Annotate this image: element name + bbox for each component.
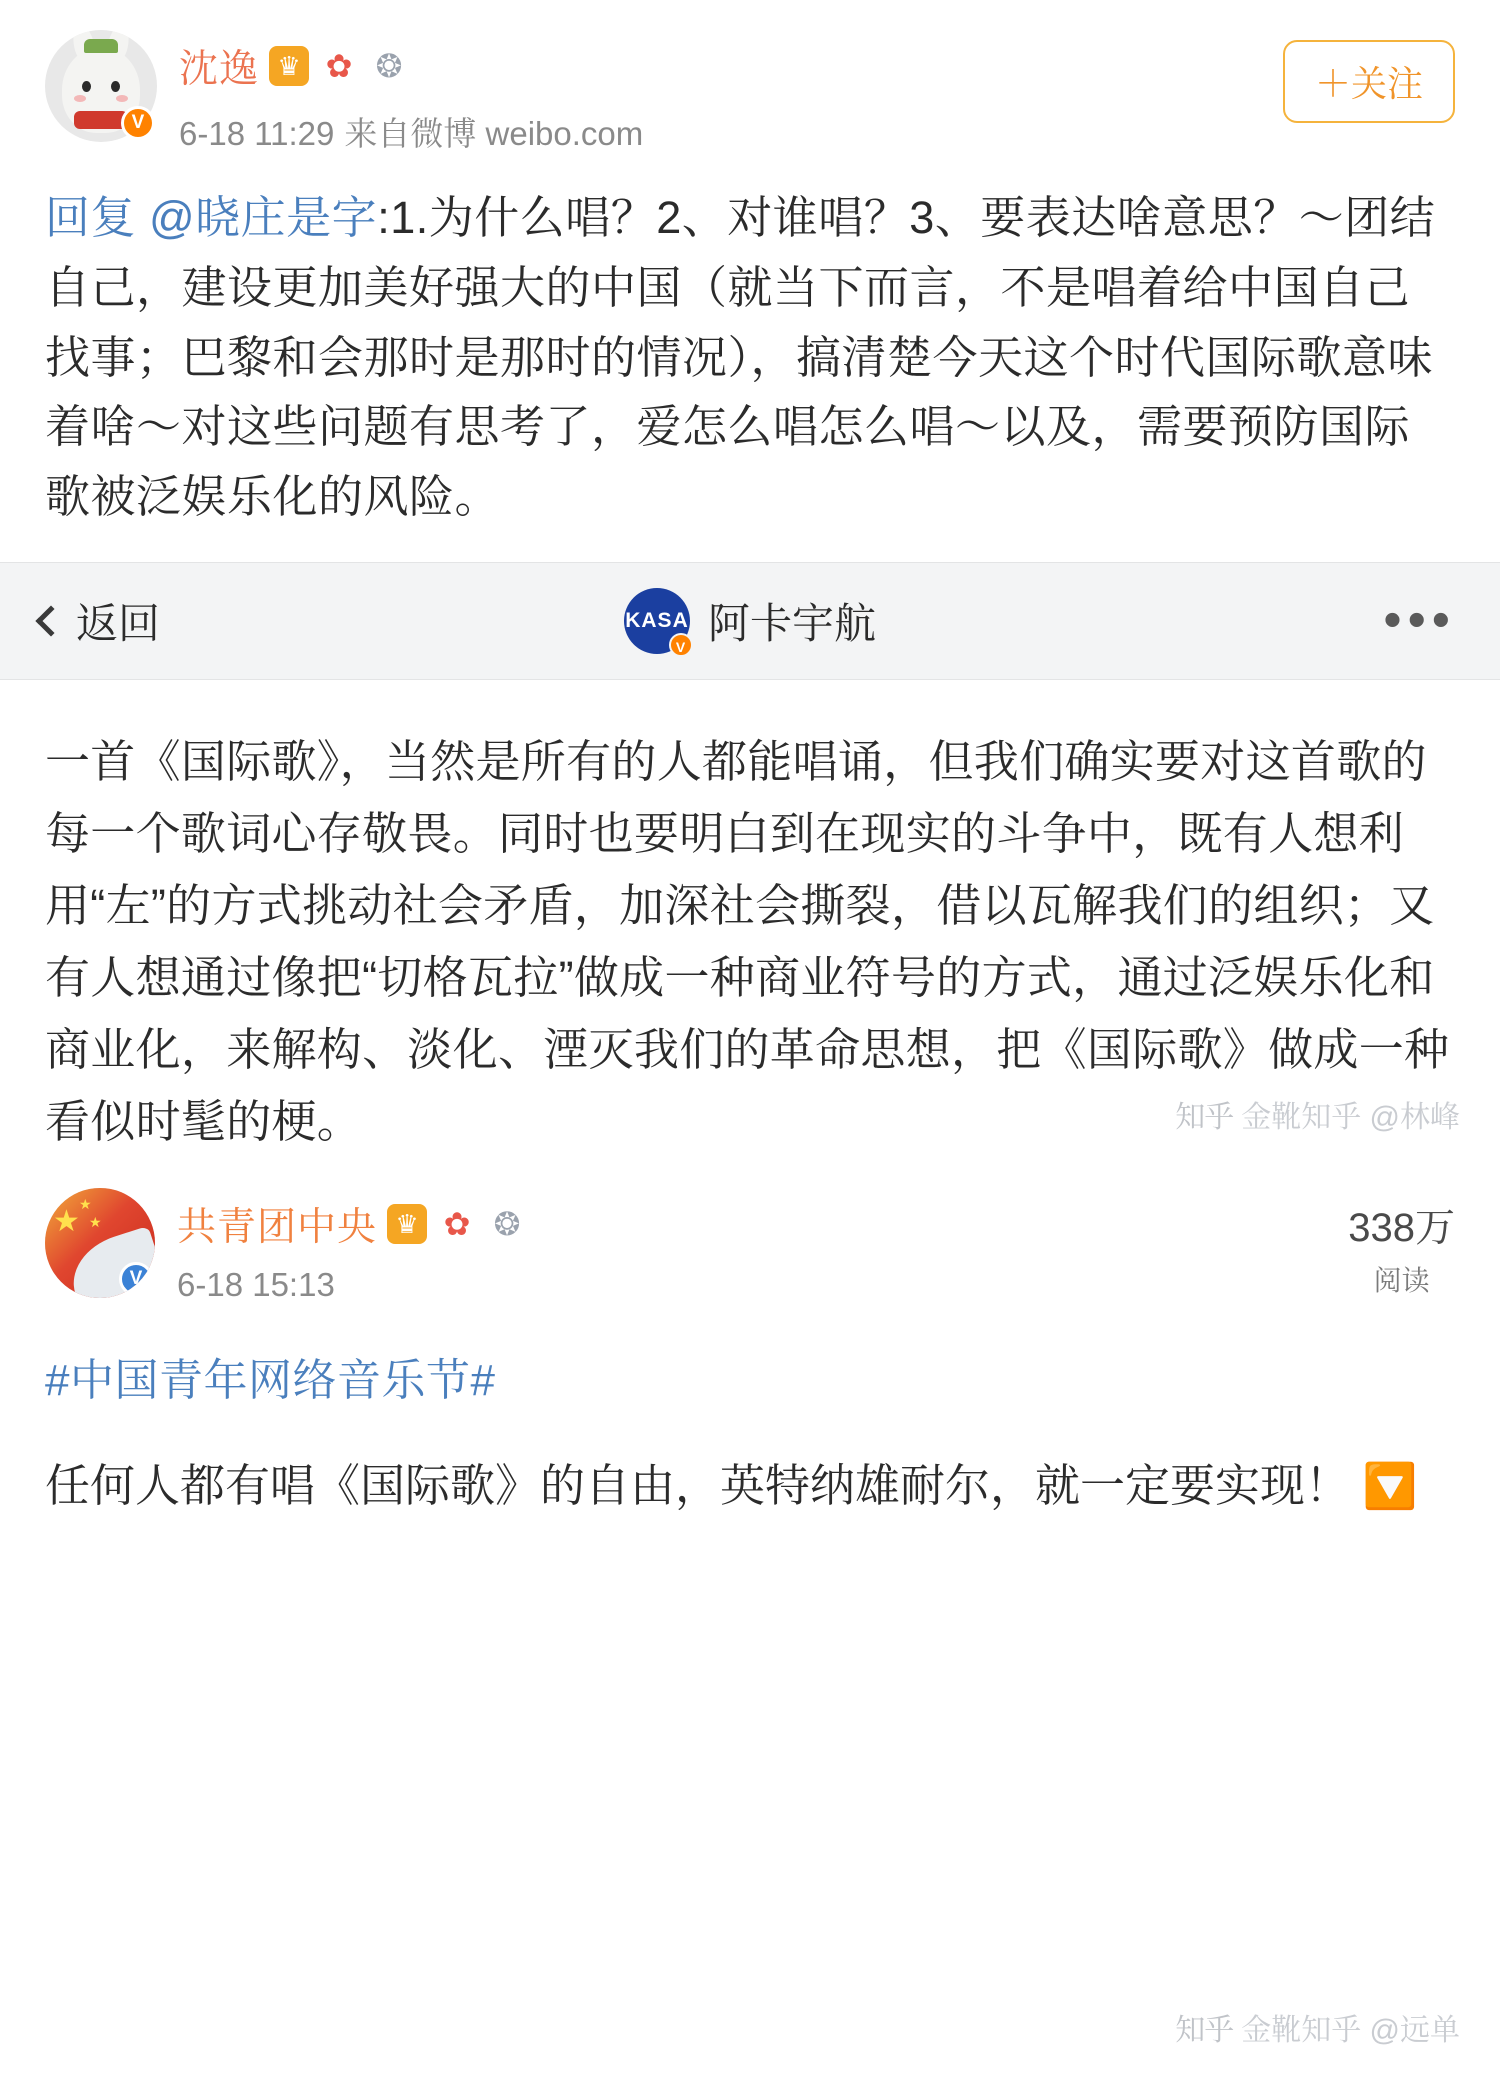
crown-medal-icon bbox=[269, 46, 309, 86]
mention-link[interactable]: 回复 @晓庄是字 bbox=[45, 192, 378, 243]
bunny-blush-left-icon bbox=[74, 95, 86, 102]
kasa-logo-text: KASA bbox=[625, 608, 689, 632]
bunny-hat-icon bbox=[84, 39, 118, 53]
follow-button[interactable]: ＋关注 bbox=[1283, 40, 1455, 123]
zhihu-logo-icon: 知乎 bbox=[1175, 1101, 1234, 1134]
back-button[interactable] bbox=[40, 591, 160, 651]
post-bottom bbox=[0, 1178, 1500, 1542]
nested-account[interactable] bbox=[624, 588, 876, 654]
post-top-meta bbox=[179, 30, 1455, 155]
bunny-eye-right-icon bbox=[111, 81, 120, 92]
verified-badge-2-icon: V bbox=[119, 1262, 153, 1296]
flag-star-small2-icon: ★ bbox=[89, 1213, 102, 1230]
username[interactable]: 沈逸 bbox=[179, 48, 260, 91]
username-row-2 bbox=[177, 1196, 1455, 1252]
post-bottom-content bbox=[45, 1450, 1455, 1522]
post-top-header bbox=[45, 30, 1455, 155]
post-bottom-text: 任何人都有唱《国际歌》的自由，英特纳雄耐尔，就一定要实现！ bbox=[45, 1459, 1351, 1511]
avatar[interactable] bbox=[45, 30, 157, 142]
flag-star-main-icon: ★ bbox=[53, 1204, 80, 1238]
post-time-2: 6-18 15:13 bbox=[177, 1265, 335, 1303]
read-count-block bbox=[1348, 1196, 1455, 1299]
watermark-text: 金靴知乎 @林峰 bbox=[1241, 1101, 1460, 1134]
verified-badge-icon: V bbox=[121, 106, 155, 140]
crown-medal-icon-2 bbox=[387, 1204, 427, 1244]
watermark-top bbox=[1175, 1092, 1460, 1136]
bunny-eye-left-icon bbox=[82, 81, 91, 92]
ribbon-medal-icon-2 bbox=[487, 1204, 527, 1244]
read-count-label: 阅读 bbox=[1373, 1264, 1430, 1296]
kasa-logo-icon bbox=[624, 588, 690, 654]
kasa-verified-icon: V bbox=[669, 633, 693, 657]
back-label: 返回 bbox=[76, 599, 161, 647]
more-options-icon[interactable]: ••• bbox=[1383, 591, 1456, 650]
bunny-blush-right-icon bbox=[116, 95, 128, 102]
watermark-bottom bbox=[1175, 2005, 1460, 2049]
flag-star-small-icon: ★ bbox=[79, 1195, 92, 1212]
avatar-2[interactable] bbox=[45, 1188, 155, 1298]
chevron-left-icon bbox=[35, 605, 66, 636]
post-top bbox=[0, 0, 1500, 562]
post-bottom-header bbox=[45, 1188, 1455, 1304]
nested-account-name[interactable]: 阿卡宇航 bbox=[707, 599, 877, 647]
username-2[interactable]: 共青团中央 bbox=[177, 1205, 378, 1249]
flower-medal-icon bbox=[319, 46, 359, 86]
read-count-value: 338万 bbox=[1348, 1205, 1455, 1250]
username-row bbox=[179, 38, 1455, 94]
topic-link[interactable]: #中国青年网络音乐节# bbox=[45, 1355, 496, 1405]
post-top-content bbox=[45, 183, 1455, 532]
nested-text: 一首《国际歌》，当然是所有的人都能唱诵，但我们确实要对这首歌的每一个歌词心存敬畏。同时也要明白到在现实的斗争中，既有人想利用“左”的方式挑动社会矛盾，加深社会撕裂，借以瓦解我们的组织；又有人想通过像把“切格瓦拉”做成一种商业符号的方式，通过泛娱乐化和商业化，来解构、淡化、湮灭我们的革命思想，把《国际歌》做成一种看似时髦的梗。 bbox=[45, 735, 1450, 1147]
post-meta-row-2 bbox=[177, 1266, 1455, 1304]
post-time: 6-18 11:29 bbox=[179, 115, 335, 152]
bunny-scarf-icon bbox=[74, 111, 128, 129]
ribbon-medal-icon bbox=[369, 46, 409, 86]
nested-card-header bbox=[0, 562, 1500, 680]
post-top-text: :1.为什么唱？2、对谁唱？3、要表达啥意思？～团结自己，建设更加美好强大的中国（就当下而言，不是唱着给中国自己找事；巴黎和会那时是那时的情况），搞清楚今天这个时代国际歌意味着啥～对这些问题有思考了，爱怎么唱怎么唱～以及，需要预防国际歌被泛娱乐化的风险。 bbox=[45, 192, 1436, 522]
post-bottom-meta bbox=[177, 1188, 1455, 1304]
watermark-text-2: 金靴知乎 @远单 bbox=[1241, 2014, 1460, 2047]
down-arrow-emoji-icon: 🔽 bbox=[1362, 1461, 1418, 1511]
flower-medal-icon-2 bbox=[437, 1204, 477, 1244]
zhihu-logo-icon-2: 知乎 bbox=[1175, 2014, 1234, 2047]
post-source[interactable]: 来自微博 weibo.com bbox=[344, 115, 644, 152]
post-meta-row bbox=[179, 108, 1455, 155]
